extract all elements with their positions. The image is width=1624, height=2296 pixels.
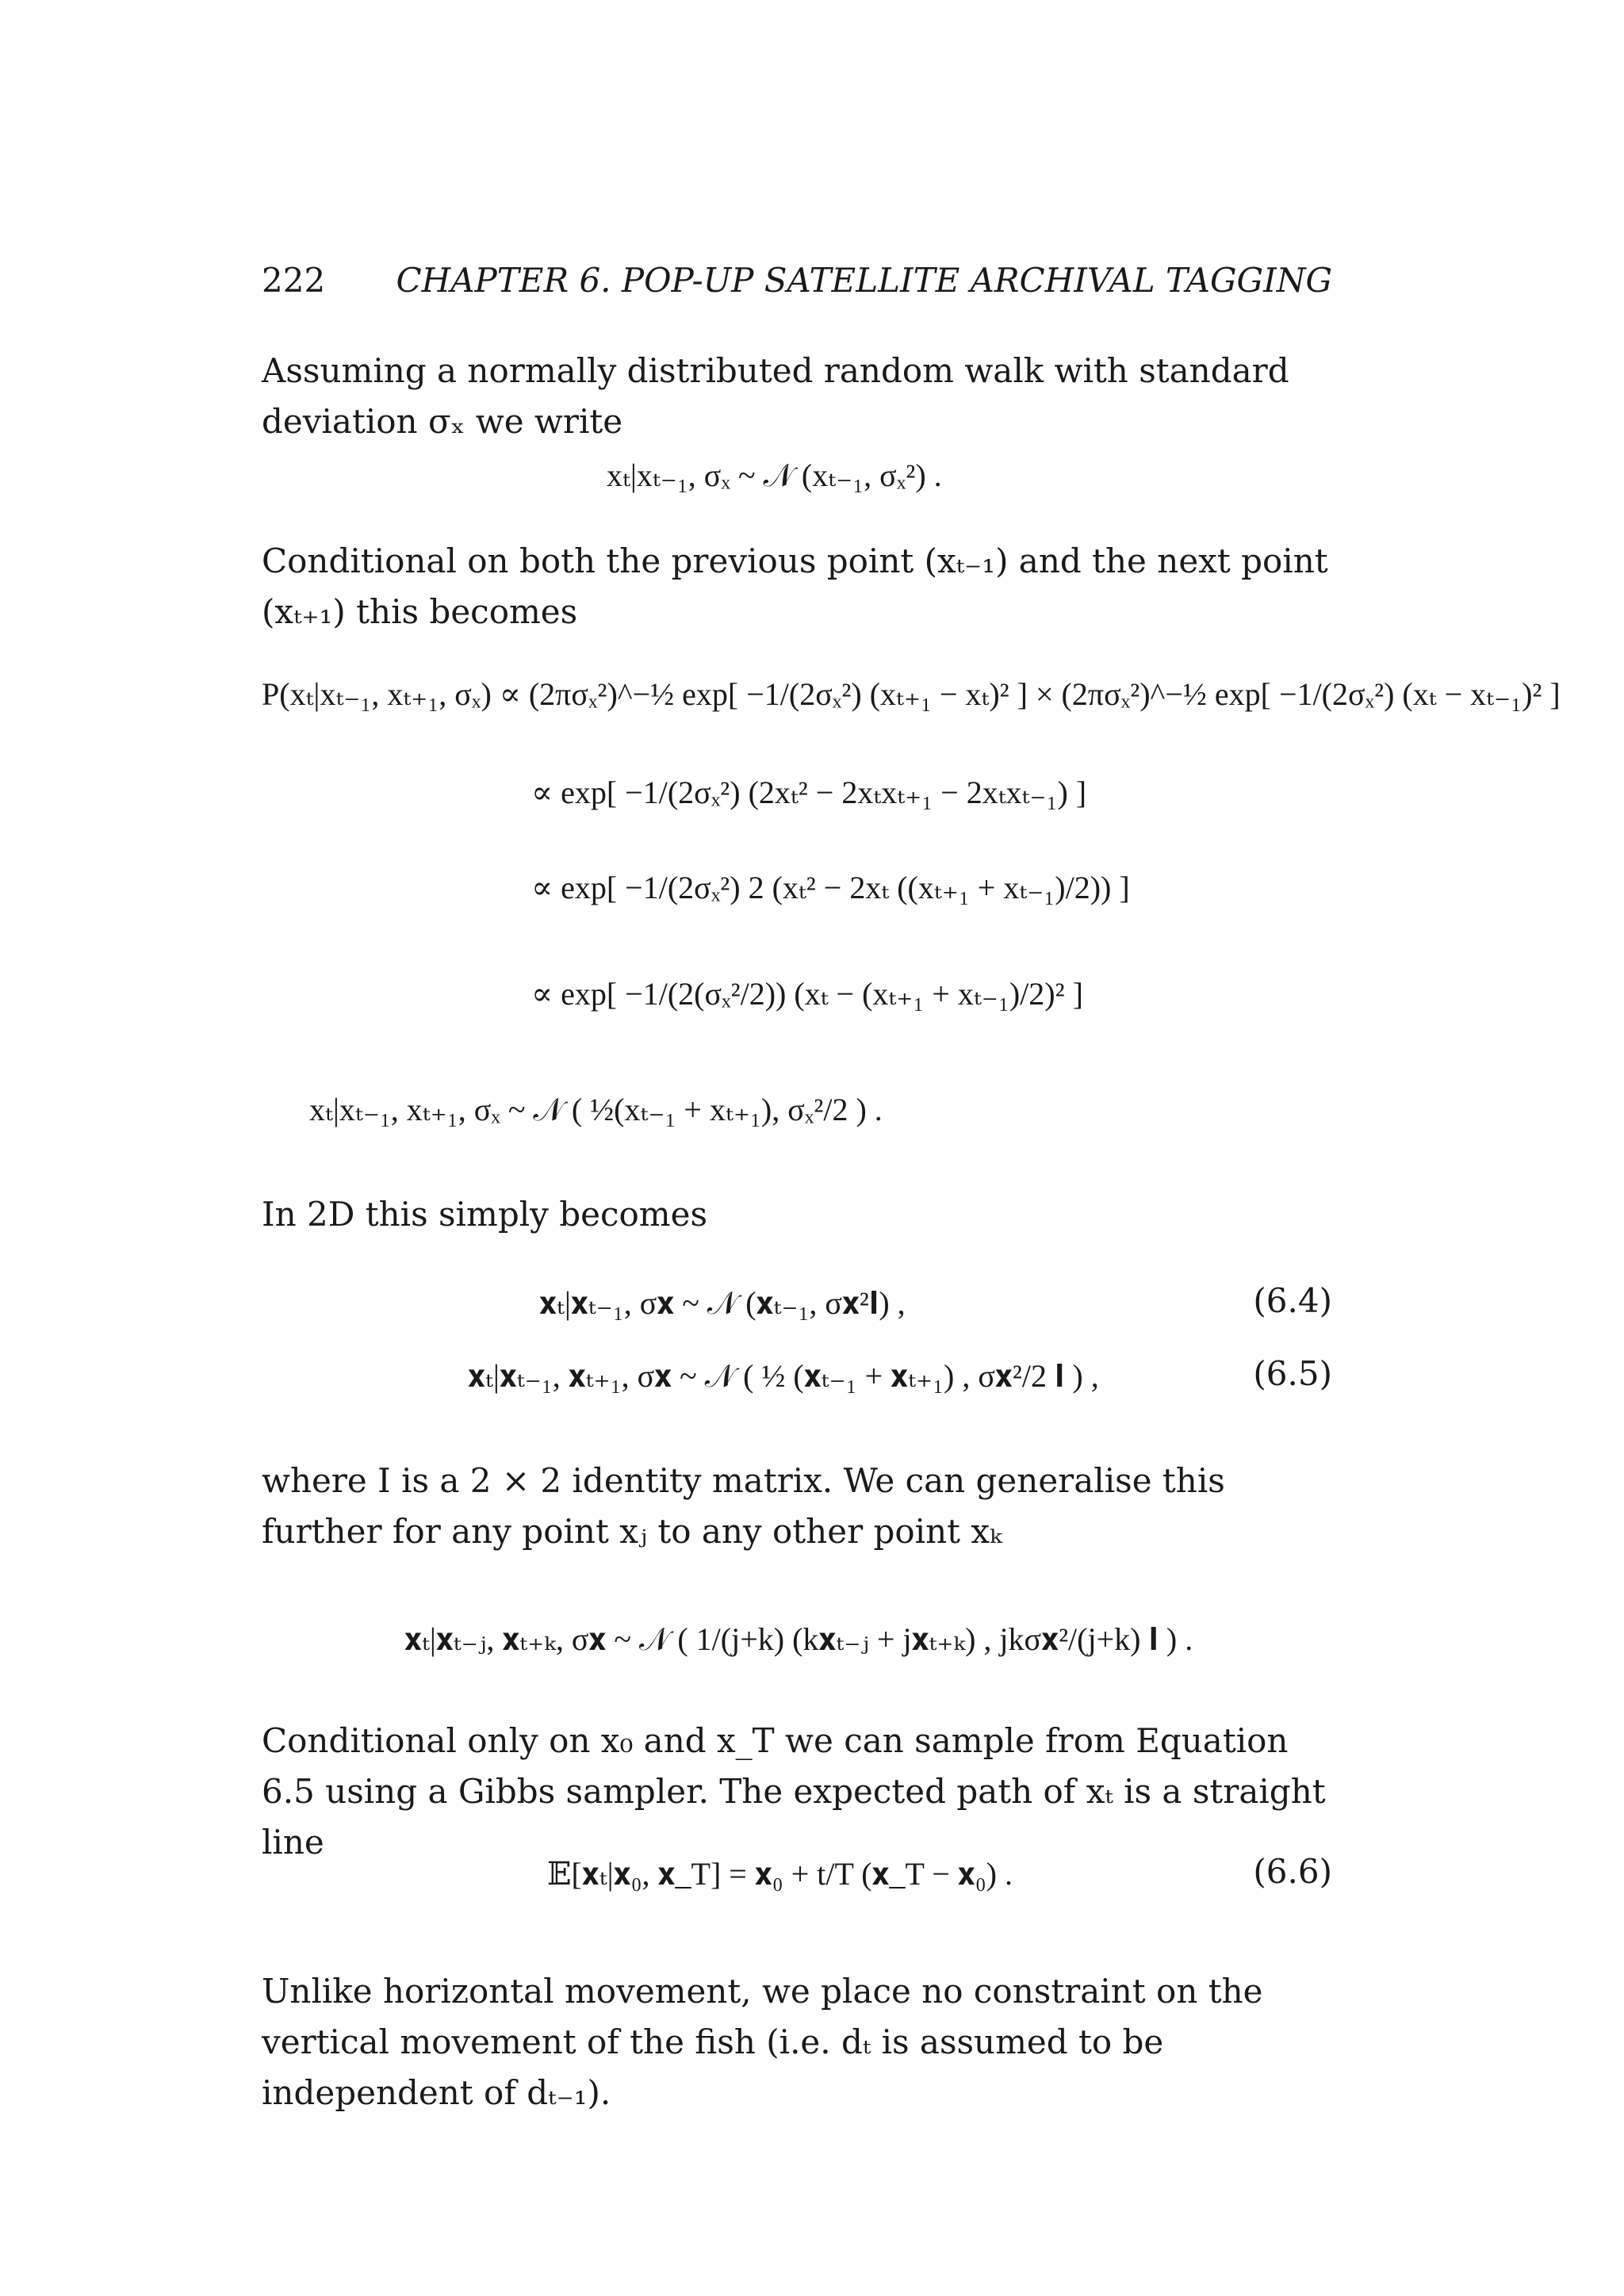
chapter-title: CHAPTER 6. POP-UP SATELLITE ARCHIVAL TAGGING — [396, 261, 1332, 300]
equation-6-4: 𝐱ₜ|𝐱ₜ₋₁, σ𝐱 ~ 𝒩 (𝐱ₜ₋₁, σ𝐱²𝐈) , — [539, 1285, 906, 1321]
equation-random-walk: xₜ|xₜ₋₁, σₓ ~ 𝒩 (xₜ₋₁, σₓ²) . — [607, 457, 942, 493]
page-number: 222 — [262, 261, 326, 300]
paragraph-6: Unlike horizontal movement, we place no constraint on the vertical movement of the fish (i.e. dₜ is assumed to be independent of dₜ₋₁). — [262, 1972, 1263, 2112]
paragraph-2: Conditional on both the previous point (xₜ₋₁) and the next point (xₜ₊₁) this becomes — [262, 541, 1328, 631]
equation-number-6-5: (6.5) — [1253, 1354, 1332, 1393]
equation-conditional-line-4: ∝ exp[ −1/(2(σₓ²/2)) (xₜ − (xₜ₊₁ + xₜ₋₁)/2)² ] — [531, 976, 1083, 1012]
paragraph-3: In 2D this simply becomes — [262, 1195, 707, 1234]
equation-conditional-line-2: ∝ exp[ −1/(2σₓ²) (2xₜ² − 2xₜxₜ₊₁ − 2xₜxₜ₋₁) ] — [531, 775, 1087, 810]
paragraph-5: Conditional only on x₀ and x_T we can sample from Equation 6.5 using a Gibbs sampler. The expected path of xₜ is a straight line — [262, 1721, 1326, 1862]
equation-6-6: 𝔼[𝐱ₜ|𝐱₀, 𝐱_T] = 𝐱₀ + t/T (𝐱_T − 𝐱₀) . — [547, 1856, 1013, 1892]
equation-conditional-line-3: ∝ exp[ −1/(2σₓ²) 2 (xₜ² − 2xₜ ((xₜ₊₁ + xₜ₋₁)/2)) ] — [531, 870, 1130, 905]
paragraph-1: Assuming a normally distributed random walk with standard deviation σₓ we write — [262, 351, 1289, 441]
equation-conditional-line-1: P(xₜ|xₜ₋₁, xₜ₊₁, σₓ) ∝ (2πσₓ²)^−½ exp[ −1/(2σₓ²) (xₜ₊₁ − xₜ)² ] × (2πσₓ²)^−½ exp[ −1/(2σₓ²) (xₜ − xₜ₋₁)² ] — [262, 676, 1561, 712]
equation-number-6-4: (6.4) — [1253, 1281, 1332, 1320]
equation-number-6-6: (6.6) — [1253, 1852, 1332, 1891]
equation-general: 𝐱ₜ|𝐱ₜ₋ⱼ, 𝐱ₜ₊ₖ, σ𝐱 ~ 𝒩 ( 1/(j+k) (k𝐱ₜ₋ⱼ + j𝐱ₜ₊ₖ) , jkσ𝐱²/(j+k) 𝐈 ) . — [404, 1621, 1193, 1657]
equation-conditional-line-5: xₜ|xₜ₋₁, xₜ₊₁, σₓ ~ 𝒩 ( ½(xₜ₋₁ + xₜ₊₁), σₓ²/2 ) . — [309, 1092, 883, 1127]
paragraph-4: where I is a 2 × 2 identity matrix. We can generalise this further for any point xⱼ to any other point xₖ — [262, 1461, 1225, 1551]
equation-6-5: 𝐱ₜ|𝐱ₜ₋₁, 𝐱ₜ₊₁, σ𝐱 ~ 𝒩 ( ½ (𝐱ₜ₋₁ + 𝐱ₜ₊₁) , σ𝐱²/2 𝐈 ) , — [468, 1358, 1099, 1394]
